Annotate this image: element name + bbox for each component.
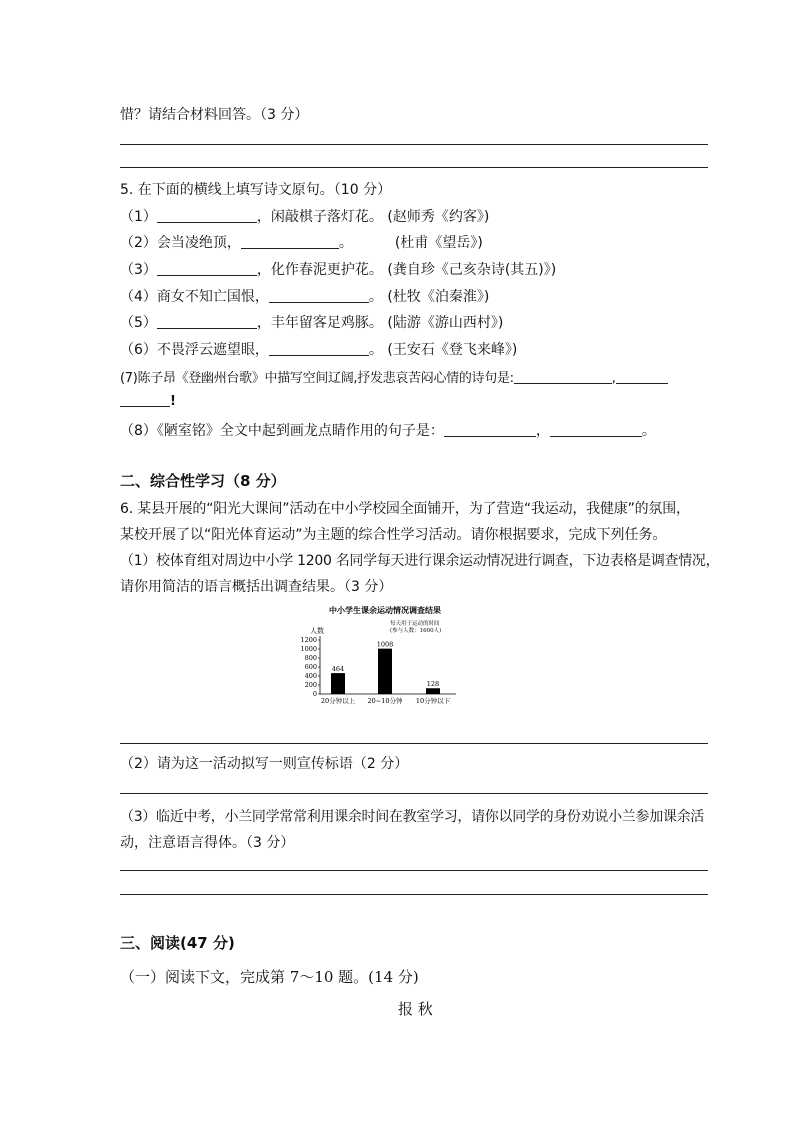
answer-line <box>120 793 708 794</box>
fill-blank[interactable] <box>269 288 369 303</box>
poem-text: ，闲敲棋子落灯花。 <box>256 209 383 225</box>
poem-text: 会当凌绝顶， <box>156 235 241 251</box>
answer-line <box>120 894 708 895</box>
survey-bar-chart <box>300 600 470 710</box>
poem-text: ， <box>535 423 550 439</box>
item-number: （3） <box>120 262 157 278</box>
fill-blank[interactable] <box>514 369 612 384</box>
item-number: （5） <box>120 315 157 331</box>
poem-text: 商女不知亡国恨， <box>156 289 269 305</box>
fill-blank[interactable] <box>241 234 339 249</box>
poem-text: 。 <box>338 235 353 251</box>
poem-item-4 <box>120 286 489 306</box>
answer-line <box>120 743 708 744</box>
question-5-prompt: 5. 在下面的横线上填写诗文原句。（10 分） <box>120 182 392 198</box>
reading-part-1: （一）阅读下文，完成第 7～10 题。(14 分) <box>120 968 419 986</box>
y-tick-label: 0 <box>312 690 317 698</box>
x-category-label: 10分钟以下 <box>415 697 451 705</box>
poem-text: ，化作春泥更护花。 <box>256 262 383 278</box>
poem-prompt: (7)陈子昂《登幽州台歌》中描写空间辽阔,抒发悲哀苦闷心情的诗句是: <box>120 371 514 386</box>
fill-blank[interactable] <box>157 314 257 329</box>
poem-prompt: （8）《陋室铭》全文中起到画龙点睛作用的句子是： <box>120 423 444 439</box>
subquestion-3-line-2: 动，注意语言得体。（3 分） <box>120 835 295 851</box>
subquestion-1-line-1: （1）校体育组对周边中小学 1200 名同学每天进行课余运动情况进行调查，下边表格是调查情况， <box>120 553 720 569</box>
poem-item-7 <box>120 367 668 386</box>
poem-item-3 <box>120 259 556 279</box>
section-3-heading: 三、阅读(47 分) <box>120 934 235 952</box>
x-category-label: 20分钟以上 <box>320 697 356 705</box>
fill-blank[interactable] <box>550 422 642 437</box>
answer-line <box>120 167 708 168</box>
item-number: （2） <box>120 235 157 251</box>
poem-item-7-cont <box>120 392 176 409</box>
poem-source: (龚自珍《己亥杂诗(其五)》) <box>387 262 557 278</box>
y-tick-label: 800 <box>304 654 317 662</box>
legend-note-2: (参与人数：1600人) <box>390 628 442 634</box>
poem-source: (赵师秀《约客》) <box>387 209 490 225</box>
y-tick-label: 400 <box>304 672 317 680</box>
fill-blank[interactable] <box>269 341 369 356</box>
poem-source: (杜甫《望岳》) <box>394 235 483 251</box>
poem-item-1 <box>120 206 489 226</box>
fill-blank[interactable] <box>444 422 536 437</box>
bar-value-label: 464 <box>331 665 345 674</box>
bar-value-label: 128 <box>426 680 440 689</box>
y-tick-label: 200 <box>304 681 317 689</box>
bar <box>378 649 392 694</box>
poem-source: (王安石《登飞来峰》) <box>387 342 518 358</box>
y-tick-label: 1000 <box>300 645 317 653</box>
y-axis-label: 人数 <box>310 627 324 635</box>
fill-blank[interactable] <box>120 392 170 407</box>
bar <box>331 673 345 694</box>
bar <box>426 688 440 694</box>
poem-text: ! <box>170 394 176 409</box>
item-number: （4） <box>120 289 157 305</box>
question-6-line-1: 6. 某县开展的“阳光大课间”活动在中小学校园全面铺开，为了营造“我运动，我健康”的氛围， <box>120 501 690 517</box>
question-6-line-2: 某校开展了以“阳光体育运动”为主题的综合性学习活动。请你根据要求，完成下列任务。 <box>120 527 667 543</box>
bar-value-label: 1008 <box>376 640 394 649</box>
poem-source: (杜牧《泊秦淮》) <box>387 289 490 305</box>
poem-item-6 <box>120 339 517 359</box>
section-2-heading: 二、综合性学习（8 分） <box>120 472 286 490</box>
passage-title: 报 秋 <box>398 1000 433 1018</box>
x-category-label: 20~10分钟 <box>367 697 403 705</box>
poem-source: (陆游《游山西村》) <box>387 315 504 331</box>
poem-text: , <box>611 371 616 386</box>
poem-text: 。 <box>368 342 383 358</box>
legend-note-1: 每天用于运动的时间 <box>390 621 440 627</box>
subquestion-3-line-1: （3）临近中考，小兰同学常常利用课余时间在教室学习，请你以同学的身份劝说小兰参加课余活 <box>120 809 705 825</box>
chart-title: 中小学生课余运动情况调查结果 <box>329 606 441 615</box>
fill-blank[interactable] <box>157 261 257 276</box>
fill-blank[interactable] <box>616 369 668 384</box>
subquestion-2: （2）请为这一活动拟写一则宣传标语（2 分） <box>120 756 409 772</box>
item-number: （1） <box>120 209 157 225</box>
poem-text: 。 <box>641 423 656 439</box>
poem-item-2 <box>120 232 483 252</box>
y-tick-label: 600 <box>304 663 317 671</box>
poem-item-8 <box>120 420 656 440</box>
poem-text: ，丰年留客足鸡豚。 <box>256 315 383 331</box>
item-number: （6） <box>120 342 157 358</box>
answer-line <box>120 144 708 145</box>
question-4-tail: 惜？请结合材料回答。（3 分） <box>120 107 309 123</box>
answer-line <box>120 870 708 871</box>
fill-blank[interactable] <box>157 208 257 223</box>
subquestion-1-line-2: 请你用简洁的语言概括出调查结果。（3 分） <box>120 579 393 595</box>
y-tick-label: 1200 <box>300 636 317 644</box>
poem-text: 不畏浮云遮望眼， <box>156 342 269 358</box>
poem-item-5 <box>120 312 503 332</box>
poem-text: 。 <box>368 289 383 305</box>
